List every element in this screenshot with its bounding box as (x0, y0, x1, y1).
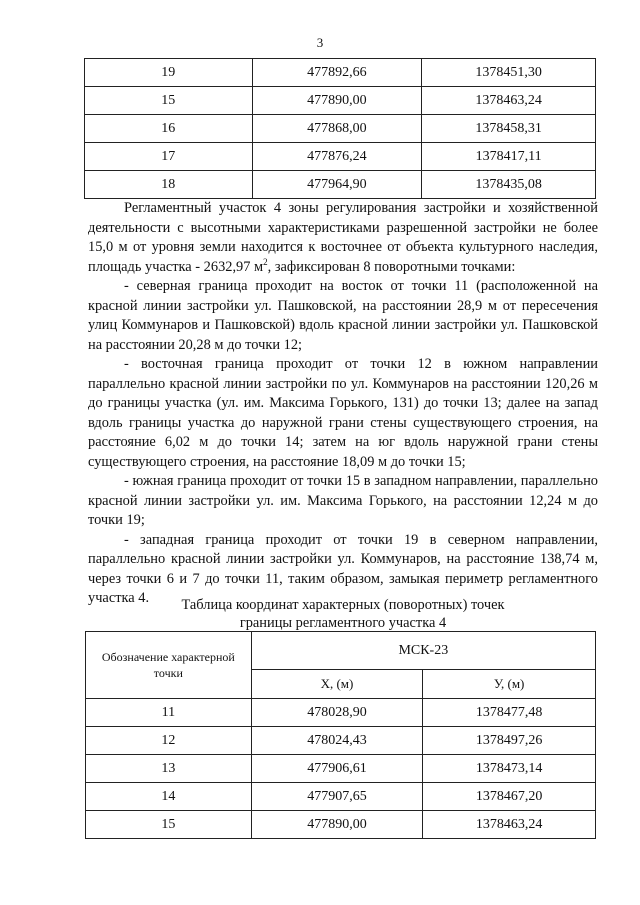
caption-line-2: границы регламентного участка 4 (239, 615, 447, 631)
table-caption (88, 596, 598, 632)
y-coordinate-cell: 1378435,08 (422, 171, 596, 199)
y-coordinate-cell: 1378451,30 (422, 59, 596, 87)
point-id-cell: 18 (85, 171, 253, 199)
point-id-cell: 14 (86, 783, 252, 811)
paragraph-south-border: - южная граница проходит от точки 15 в западном направлении, параллельно красной линии застройки ул. им. Максима Горького, на расстоянии 12,24 м до точки 19; (88, 473, 598, 528)
paragraph-intro: Регламентный участок 4 зоны регулирования застройки и хозяйственной деятельности с высотными характеристиками разрешенной застройки не более 15,0 м от уровня земли находится к восточнее от объекта культурного наследия, площадь участка - 2632,97 $м^2$, зафиксирован 8 поворотными точками: (88, 200, 598, 275)
point-id-cell: 11 (86, 699, 252, 727)
table-row (86, 699, 596, 727)
x-coordinate-cell: 477906,61 (251, 755, 423, 783)
table-row (85, 87, 596, 115)
point-id-cell: 16 (85, 115, 253, 143)
x-coordinate-cell: 477890,00 (252, 87, 422, 115)
body-text (88, 199, 598, 609)
paragraph-north-border: - северная граница проходит на восток от точки 11 (расположенной на красной линии застройки ул. Пашковской, на расстоянии 28,9 м от пересечения улиц Коммунаров и Пашковской) вдоль красной линии застройки ул. Пашковской на расстоянии 20,28 м до точки 12; (88, 278, 598, 353)
point-label-header: Обозначение характерной точки (86, 632, 252, 699)
x-coordinate-cell: 477876,24 (252, 143, 422, 171)
point-id-cell: 15 (86, 811, 252, 839)
superscript-2: 2 (263, 256, 268, 267)
point-id-cell: 17 (85, 143, 253, 171)
table-row (86, 811, 596, 839)
table-row (85, 143, 596, 171)
paragraph-east-border: - восточная граница проходит от точки 12 в южном направлении параллельно красной линии застройки по ул. Коммунаров на расстоянии 120,26 м до границы участка (ул. им. Максима Горького, 131) до точки 13; далее на запад вдоль границы участка до наружной грани стены существующего строения, на расстояние 6,02 м до точки 14; затем на юг вдоль наружной грани стены существующего строения, на расстояние 18,09 м до точки 15; (88, 356, 598, 470)
y-coordinate-cell: 1378463,24 (422, 87, 596, 115)
point-id-cell: 13 (86, 755, 252, 783)
y-coordinate-cell: 1378467,20 (423, 783, 596, 811)
table-row (86, 727, 596, 755)
y-column-header: У, (м) (423, 670, 596, 699)
x-coordinate-cell: 477892,66 (252, 59, 422, 87)
table-header-row (86, 632, 596, 670)
x-coordinate-cell: 478028,90 (251, 699, 423, 727)
table-row (85, 171, 596, 199)
point-id-cell: 19 (85, 59, 253, 87)
y-coordinate-cell: 1378463,24 (423, 811, 596, 839)
coordinates-table-continued (84, 58, 596, 199)
x-coordinate-cell: 477964,90 (252, 171, 422, 199)
paragraph-west-border: - западная граница проходит от точки 19 в северном направлении, параллельно красной линии застройки ул. Коммунаров, на расстояние 138,74 м, через точки 6 и 7 до точки 11, таким образом, замыкая периметр регламентного участка 4. (88, 531, 598, 606)
y-coordinate-cell: 1378473,14 (423, 755, 596, 783)
x-coordinate-cell: 477868,00 (252, 115, 422, 143)
x-column-header: X, (м) (251, 670, 423, 699)
y-coordinate-cell: 1378417,11 (422, 143, 596, 171)
y-coordinate-cell: 1378458,31 (422, 115, 596, 143)
x-coordinate-cell: 477890,00 (251, 811, 423, 839)
coordinates-table (85, 631, 596, 839)
point-id-cell: 15 (85, 87, 253, 115)
y-coordinate-cell: 1378477,48 (423, 699, 596, 727)
table-row (85, 115, 596, 143)
caption-line-1: Таблица координат характерных (поворотных) точек (181, 597, 505, 613)
page-number: 3 (316, 35, 324, 50)
table-row (86, 783, 596, 811)
table-row (86, 755, 596, 783)
x-coordinate-cell: 477907,65 (251, 783, 423, 811)
y-coordinate-cell: 1378497,26 (423, 727, 596, 755)
point-id-cell: 12 (86, 727, 252, 755)
coordinate-system-header: МСК-23 (251, 632, 595, 670)
x-coordinate-cell: 478024,43 (251, 727, 423, 755)
table-row (85, 59, 596, 87)
